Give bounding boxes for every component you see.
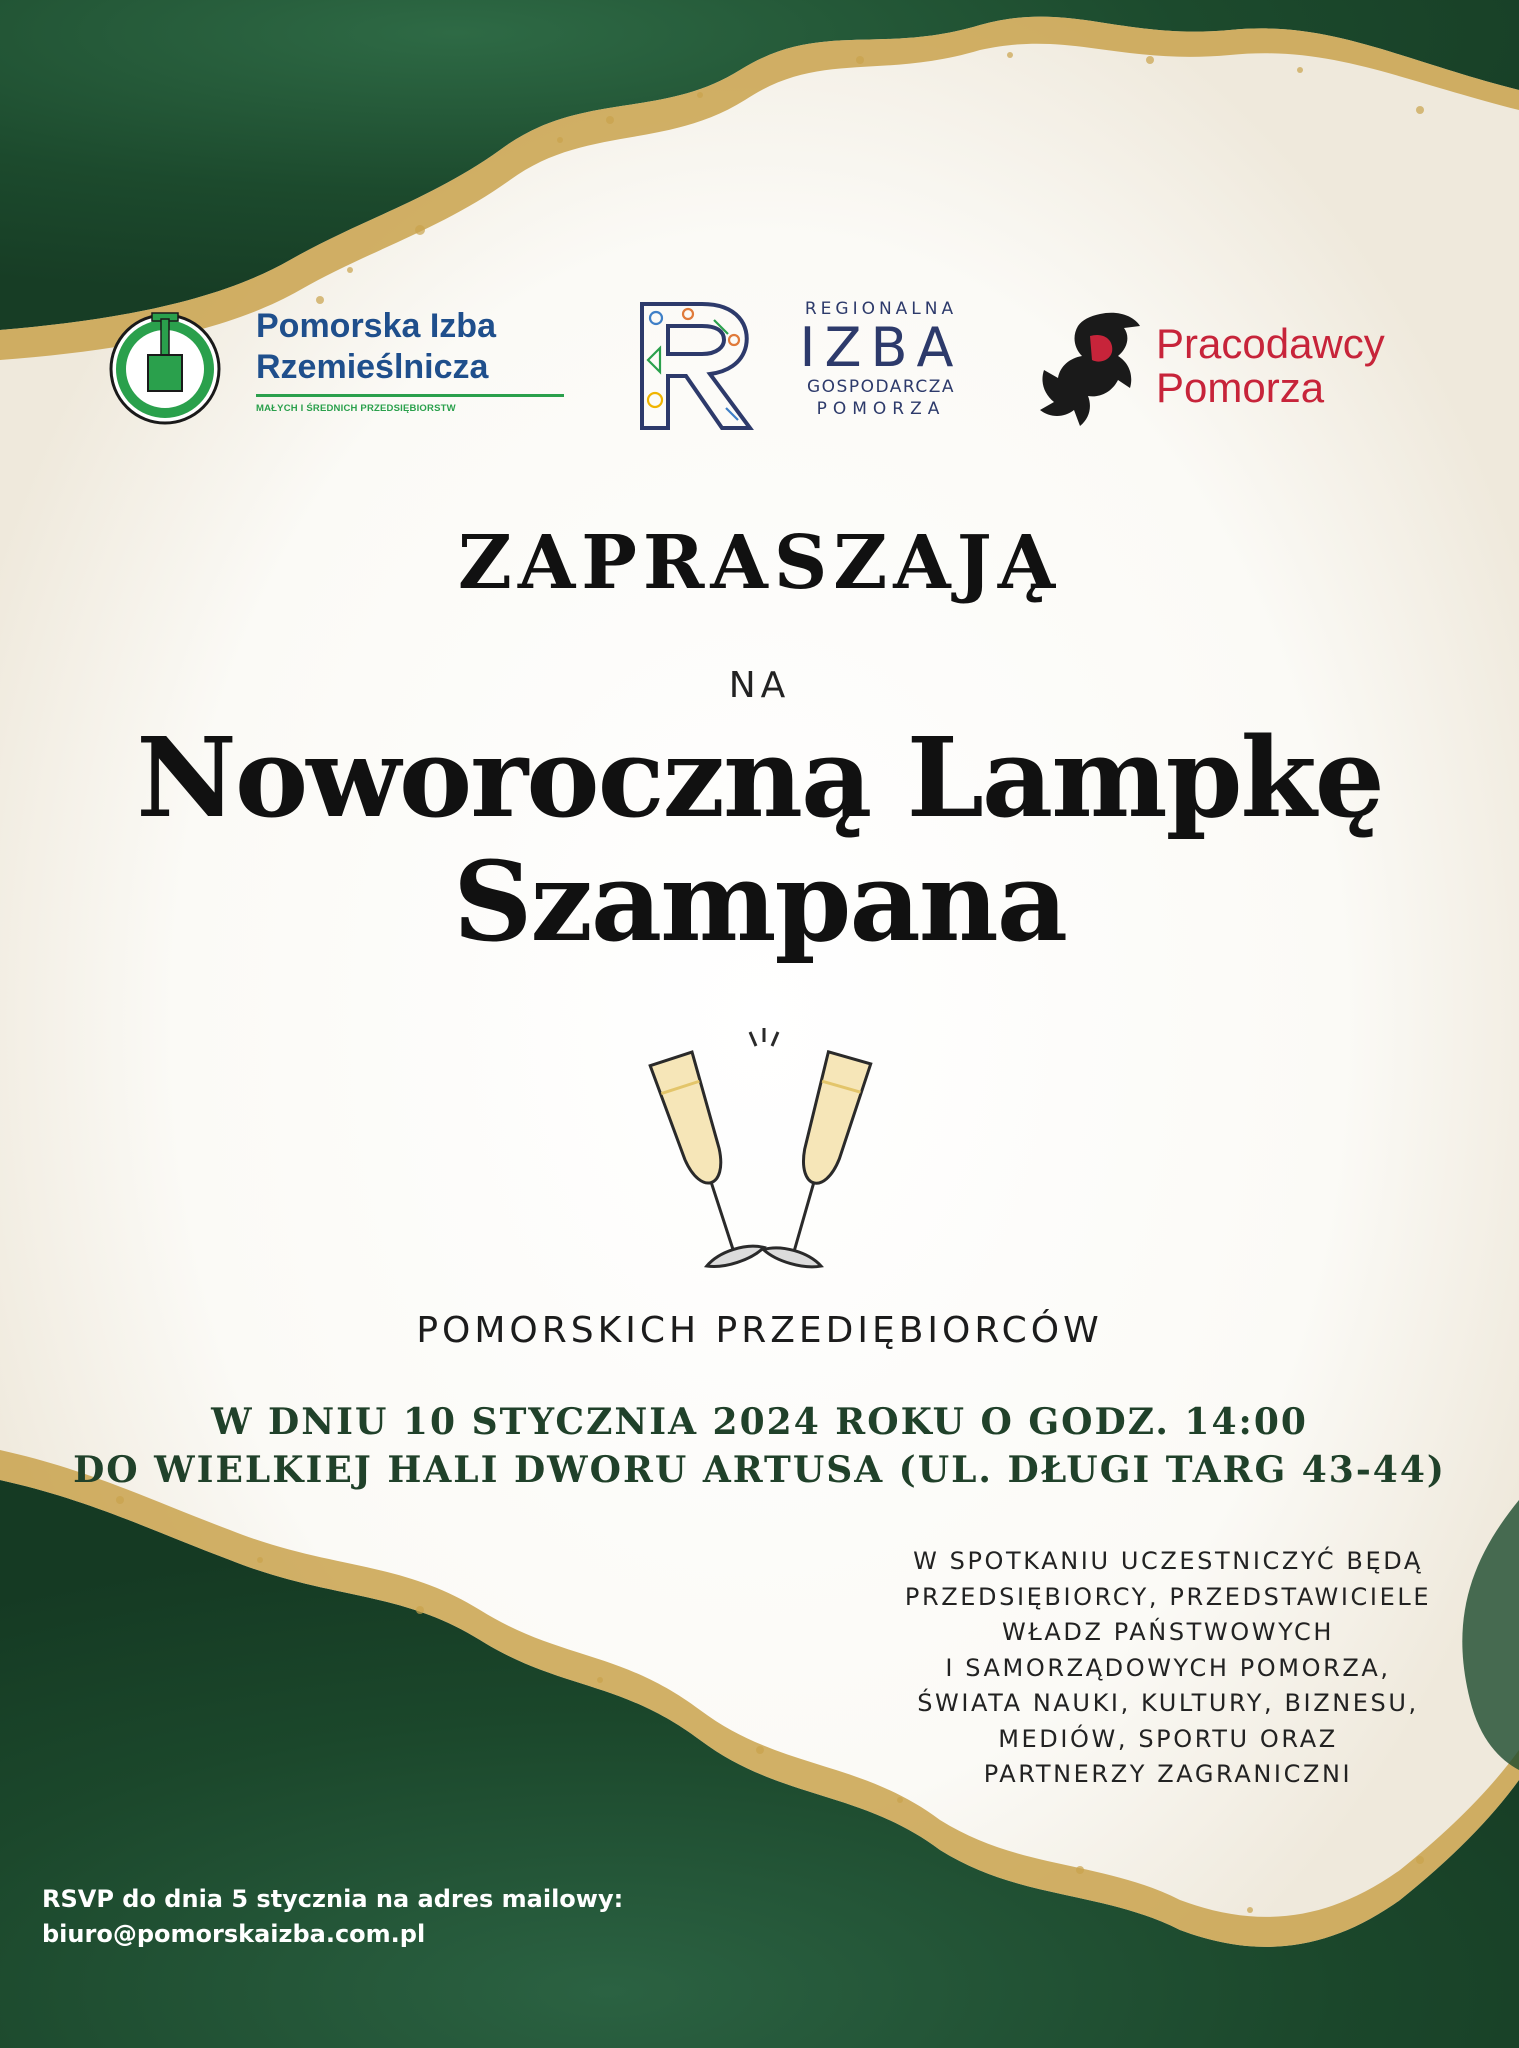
- date-line: W DNIU 10 STYCZNIA 2024 ROKU O GODZ. 14:00: [211, 1401, 1308, 1443]
- pir-emblem-icon: [108, 305, 222, 427]
- rig-r-monogram-icon: [638, 300, 758, 432]
- participants-line: I SAMORZĄDOWYCH POMORZA,: [945, 1653, 1391, 1682]
- place-line: DO WIELKIEJ HALI DWORU ARTUSA (UL. DŁUGI TARG 43-44): [73, 1449, 1446, 1491]
- invite-heading: ZAPRASZAJĄ: [457, 520, 1062, 606]
- event-title-line1: Noworoczną Lampkę: [136, 713, 1383, 842]
- pir-name-line2: Rzemieślnicza: [256, 348, 489, 386]
- rig-name: [776, 298, 986, 420]
- pir-name: [256, 306, 496, 388]
- pp-line1: Pracodawcy: [1156, 320, 1385, 367]
- pp-griffin-icon: [1030, 306, 1150, 436]
- pp-name: [1156, 322, 1385, 410]
- pir-divider: [256, 394, 564, 397]
- na-label: NA: [728, 665, 791, 706]
- pir-subtitle: MAŁYCH I ŚREDNICH PRZEDSIĘBIORSTW: [256, 403, 456, 414]
- audience-label: POMORSKICH PRZEDIĘBIORCÓW: [416, 1310, 1103, 1351]
- participants-line: PARTNERZY ZAGRANICZNI: [983, 1760, 1353, 1788]
- participants-list: [858, 1544, 1478, 1793]
- rig-line4: POMORZA: [816, 399, 946, 419]
- rsvp-block: [42, 1882, 623, 1952]
- event-title: [0, 713, 1519, 966]
- rig-line3: GOSPODARCZA: [806, 377, 955, 397]
- event-details: [0, 1398, 1519, 1494]
- participants-line: W SPOTKANIU UCZESTNICZYĆ BĘDĄ: [913, 1547, 1423, 1575]
- pir-name-line1: Pomorska Izba: [256, 307, 496, 345]
- champagne-glasses-icon: [632, 1024, 892, 1286]
- pp-line2: Pomorza: [1156, 364, 1325, 411]
- participants-line: WŁADZ PAŃSTWOWYCH: [1001, 1618, 1335, 1646]
- participants-line: ŚWIATA NAUKI, KULTURY, BIZNESU,: [917, 1689, 1419, 1717]
- participants-line: PRZEDSIĘBIORCY, PRZEDSTAWICIELE: [904, 1582, 1432, 1611]
- participants-line: MEDIÓW, SPORTU ORAZ: [998, 1724, 1338, 1753]
- rsvp-text: RSVP do dnia 5 stycznia na adres mailowy:: [42, 1885, 624, 1913]
- rig-line2: IZBA: [799, 316, 963, 379]
- rsvp-email[interactable]: biuro@pomorskaizba.com.pl: [42, 1920, 426, 1948]
- rig-line1: REGIONALNA: [804, 299, 958, 319]
- event-title-line2: Szampana: [452, 837, 1066, 966]
